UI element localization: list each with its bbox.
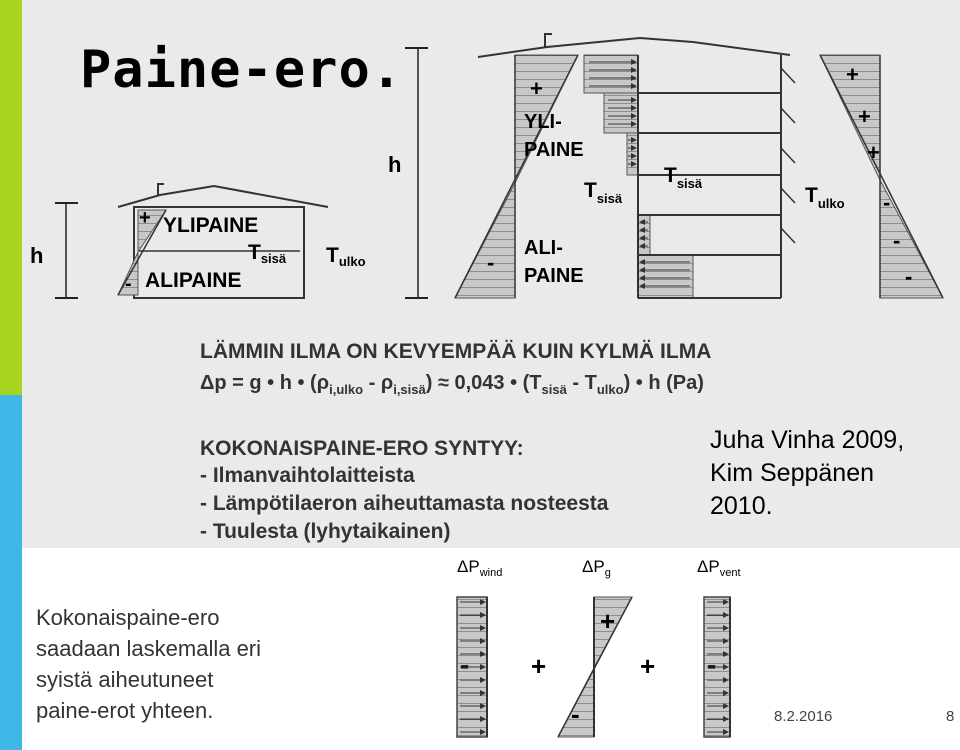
tall-house-right-minus-2: - bbox=[893, 228, 901, 253]
tall-house-right-plus-1: + bbox=[846, 62, 859, 87]
wind-minus-sign: - bbox=[460, 649, 470, 680]
tall-house-t-sisa-1: $T_{sisä}$ bbox=[584, 179, 623, 206]
dp-wind-label: $\Delta P_{wind}$ bbox=[457, 557, 503, 579]
credit-line-3: 2010. bbox=[710, 492, 773, 520]
credit-line-1: Juha Vinha 2009, bbox=[710, 426, 905, 454]
summary-text bbox=[36, 602, 306, 726]
source-item-ventilation: - Ilmanvaihtolaitteista bbox=[200, 464, 415, 487]
plus-operator-1: + bbox=[531, 651, 547, 681]
dp-vent-label: $\Delta P_{vent}$ bbox=[697, 557, 741, 579]
g-plus-sign: + bbox=[600, 606, 616, 636]
g-minus-sign: - bbox=[571, 699, 580, 729]
tall-house-plus-sign: + bbox=[530, 76, 543, 101]
tall-house-right-plus-2: + bbox=[858, 104, 871, 129]
page-number: 8 bbox=[946, 708, 955, 725]
summary-line-3: syistä aiheutuneet bbox=[36, 667, 214, 692]
small-house-ylipaine-label: YLIPAINE bbox=[163, 214, 259, 237]
plus-operator-2: + bbox=[640, 651, 656, 681]
tall-house-right-plus-3: + bbox=[867, 140, 880, 165]
dp-g-label: $\Delta P_g$ bbox=[582, 557, 611, 579]
tall-house-yli-label: YLI-PAINE bbox=[524, 111, 584, 161]
tall-house-h-label: h bbox=[388, 152, 402, 177]
footer-date: 8.2.2016 bbox=[774, 708, 833, 725]
tall-house-right-minus-1: - bbox=[883, 190, 891, 215]
source-item-wind: - Tuulesta (lyhytaikainen) bbox=[200, 520, 451, 543]
sources-heading: KOKONAISPAINE-ERO SYNTYY: bbox=[200, 437, 524, 460]
small-house-h-label: h bbox=[30, 243, 44, 268]
tall-house-minus-sign: - bbox=[487, 250, 495, 275]
tall-house-t-sisa-2: $T_{sisä}$ bbox=[664, 164, 703, 191]
slide-title: Paine-ero. bbox=[80, 40, 404, 100]
formula-equation: Δp = g • h • $(\rho_{i,ulko} - \rho_{i,sisä}) \approx 0,043$ • $(T_{sisä} - T_{ulko})$ • h (Pa) bbox=[200, 372, 704, 397]
tall-house-right-minus-3: - bbox=[905, 264, 913, 289]
summary-line-4: paine-erot yhteen. bbox=[36, 698, 214, 723]
small-house-plus-sign: + bbox=[139, 207, 151, 229]
tall-house-t-ulko: $T_{ulko}$ bbox=[805, 184, 845, 211]
summary-line-2: saadaan laskemalla eri bbox=[36, 636, 262, 661]
tall-house-ali-label: ALI-PAINE bbox=[524, 237, 584, 287]
small-house-t-ulko: Tulko bbox=[326, 244, 366, 269]
credit-text bbox=[710, 424, 950, 523]
formula-heading: LÄMMIN ILMA ON KEVYEMPÄÄ KUIN KYLMÄ ILMA bbox=[200, 340, 712, 363]
small-house-alipaine-label: ALIPAINE bbox=[145, 269, 242, 292]
credit-line-2: Kim Seppänen bbox=[710, 459, 875, 487]
vent-minus-sign: - bbox=[707, 649, 717, 680]
component-diagrams bbox=[457, 597, 730, 737]
summary-line-1: Kokonaispaine-ero bbox=[36, 605, 220, 630]
source-item-temperature: - Lämpötilaeron aiheuttamasta nosteesta bbox=[200, 492, 609, 515]
small-house-minus-sign: - bbox=[125, 273, 132, 295]
small-house-t-sisa: Tsisä bbox=[248, 241, 287, 266]
